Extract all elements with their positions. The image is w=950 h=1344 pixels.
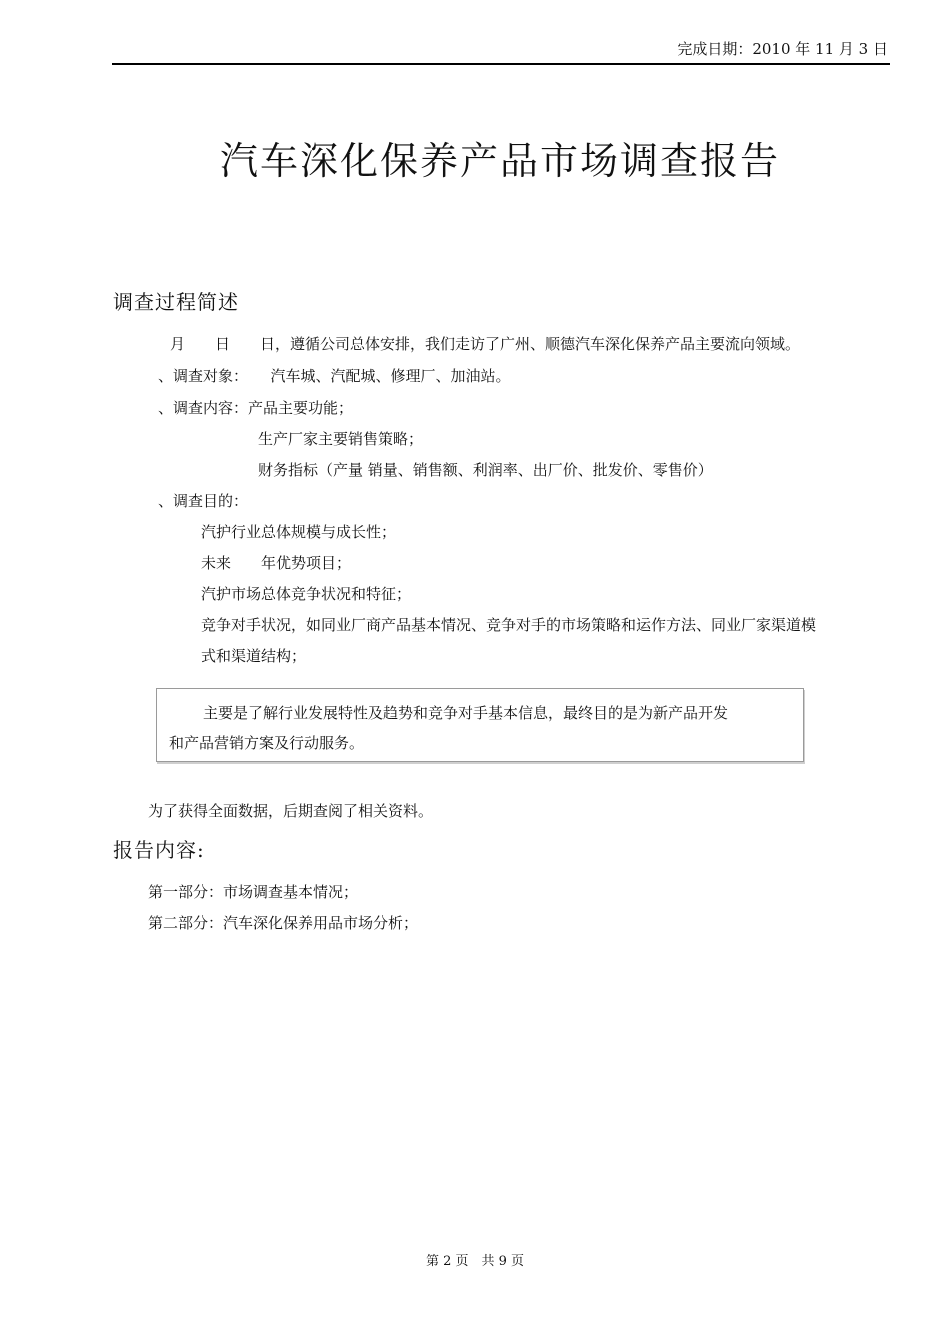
report-contents-heading: 报告内容: xyxy=(113,838,205,862)
purpose-item: 竞争对手状况，如同业厂商产品基本情况、竞争对手的市场策略和运作方法、同业厂家渠道模 xyxy=(201,616,817,634)
survey-intro: 月 日 日，遵循公司总体安排，我们走访了广州、顺德汽车深化保养产品主要流向领域。 xyxy=(170,335,801,353)
report-part-item: 第一部分：市场调查基本情况； xyxy=(148,883,359,901)
summary-box-line: 主要是了解行业发展特性及趋势和竞争对手基本信息，最终目的是为新产品开发 xyxy=(203,704,729,722)
survey-content-item: 生产厂家主要销售策略； xyxy=(258,430,424,448)
completion-date: 完成日期：2010 年 11 月 3 日 xyxy=(677,40,888,58)
purpose-item: 未来 年优势项目； xyxy=(201,554,352,572)
page-footer: 第 2 页 共 9 页 xyxy=(425,1254,525,1269)
document-title: 汽车深化保养产品市场调查报告 xyxy=(219,139,780,183)
summary-box-line: 和产品营销方案及行动服务。 xyxy=(169,734,365,752)
report-part-item: 第二部分：汽车深化保养用品市场分析； xyxy=(148,914,419,932)
survey-subjects: 、调查对象： 汽车城、汽配城、修理厂、加油站。 xyxy=(158,367,511,385)
purpose-item: 汽护行业总体规模与成长性； xyxy=(201,523,397,541)
followup-text: 为了获得全面数据，后期查阅了相关资料。 xyxy=(148,802,434,820)
survey-content-label: 、调查内容：产品主要功能； xyxy=(158,399,354,417)
summary-box xyxy=(156,688,804,762)
header-rule xyxy=(112,63,890,65)
purpose-item: 式和渠道结构； xyxy=(201,647,307,665)
survey-overview-heading: 调查过程简述 xyxy=(113,290,239,314)
purpose-item: 汽护市场总体竞争状况和特征； xyxy=(201,585,412,603)
survey-purpose-label: 、调查目的： xyxy=(158,492,249,510)
survey-content-item: 财务指标（产量 销量、销售额、利润率、出厂价、批发价、零售价） xyxy=(258,461,713,479)
